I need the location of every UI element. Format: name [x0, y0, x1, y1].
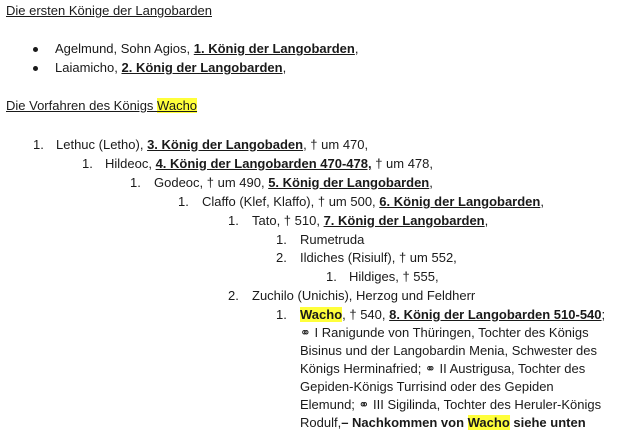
wacho-description-line: Elemund; ⚭ III Sigilinda, Tochter des Heruler-Königs: [300, 397, 602, 412]
list-number: 2.: [276, 250, 287, 265]
king-link[interactable]: 7. König der Langobarden: [323, 213, 485, 228]
tree-item-tato: Tato, † 510, 7. König der Langobarden,: [252, 213, 489, 228]
heading-ancestors-wacho: Die Vorfahren des Königs Wacho: [6, 98, 198, 113]
tree-item-zuchilo: Zuchilo (Unichis), Herzog und Feldherr: [252, 288, 476, 303]
list-number: 1.: [326, 269, 337, 284]
wacho-description-line: Gepiden-Königs Turrisind oder des Gepiden: [300, 379, 554, 394]
wacho-highlight: Wacho: [467, 415, 510, 430]
king-link[interactable]: 1. König der Langobarden: [193, 41, 355, 56]
list-number: 1.: [33, 137, 44, 152]
tree-item-lethuc: Lethuc (Letho), 3. König der Langobaden, † um 470,: [56, 137, 369, 152]
wacho-description-line: Königs Herminafried; ⚭ II Austrigusa, Tochter des: [300, 361, 586, 376]
tree-item-rumetruda: Rumetruda: [300, 232, 365, 247]
wacho-description-last-line: Rodulf,– Nachkommen von Wacho siehe unten: [300, 415, 586, 430]
heading-first-kings: Die ersten Könige der Langobarden: [6, 3, 212, 18]
list-number: 2.: [228, 288, 239, 303]
bullet-item-laiamicho: Laiamicho, 2. König der Langobarden,: [55, 60, 287, 75]
list-number: 1.: [178, 194, 189, 209]
king-link[interactable]: 6. König der Langobarden: [379, 194, 541, 209]
list-number: 1.: [130, 175, 141, 190]
bullet-dot: [33, 66, 38, 71]
list-number: 1.: [276, 307, 287, 322]
king-link[interactable]: 8. König der Langobarden 510-540: [389, 307, 602, 322]
tree-item-claffo: Claffo (Klef, Klaffo), † um 500, 6. König der Langobarden,: [202, 194, 544, 209]
list-number: 1.: [228, 213, 239, 228]
tree-item-hildiges: Hildiges, † 555,: [349, 269, 439, 284]
wacho-highlight: Wacho: [157, 98, 198, 113]
tree-item-hildeoc: Hildeoc, 4. König der Langobarden 470-478, † um 478,: [105, 156, 434, 171]
wacho-description-line: ⚭ I Ranigunde von Thüringen, Tochter des Königs: [300, 325, 589, 340]
tree-item-ildiches: Ildiches (Risiulf), † um 552,: [300, 250, 457, 265]
bullet-item-agelmund: Agelmund, Sohn Agios, 1. König der Langobarden,: [55, 41, 359, 56]
wacho-name: Wacho: [300, 307, 343, 322]
king-link[interactable]: 2. König der Langobarden: [121, 60, 283, 75]
tree-item-wacho: Wacho, † 540, 8. König der Langobarden 510-540;: [300, 307, 606, 322]
king-link[interactable]: 5. König der Langobarden: [268, 175, 430, 190]
list-number: 1.: [276, 232, 287, 247]
king-link[interactable]: 4. König der Langobarden 470-478,: [155, 156, 372, 171]
bullet-dot: [33, 47, 38, 52]
wacho-description-line: Bisinus und der Langobardin Menia, Schwester des: [300, 343, 598, 358]
tree-item-godeoc: Godeoc, † um 490, 5. König der Langobarden,: [154, 175, 433, 190]
king-link[interactable]: 3. König der Langobaden: [147, 137, 304, 152]
list-number: 1.: [82, 156, 93, 171]
